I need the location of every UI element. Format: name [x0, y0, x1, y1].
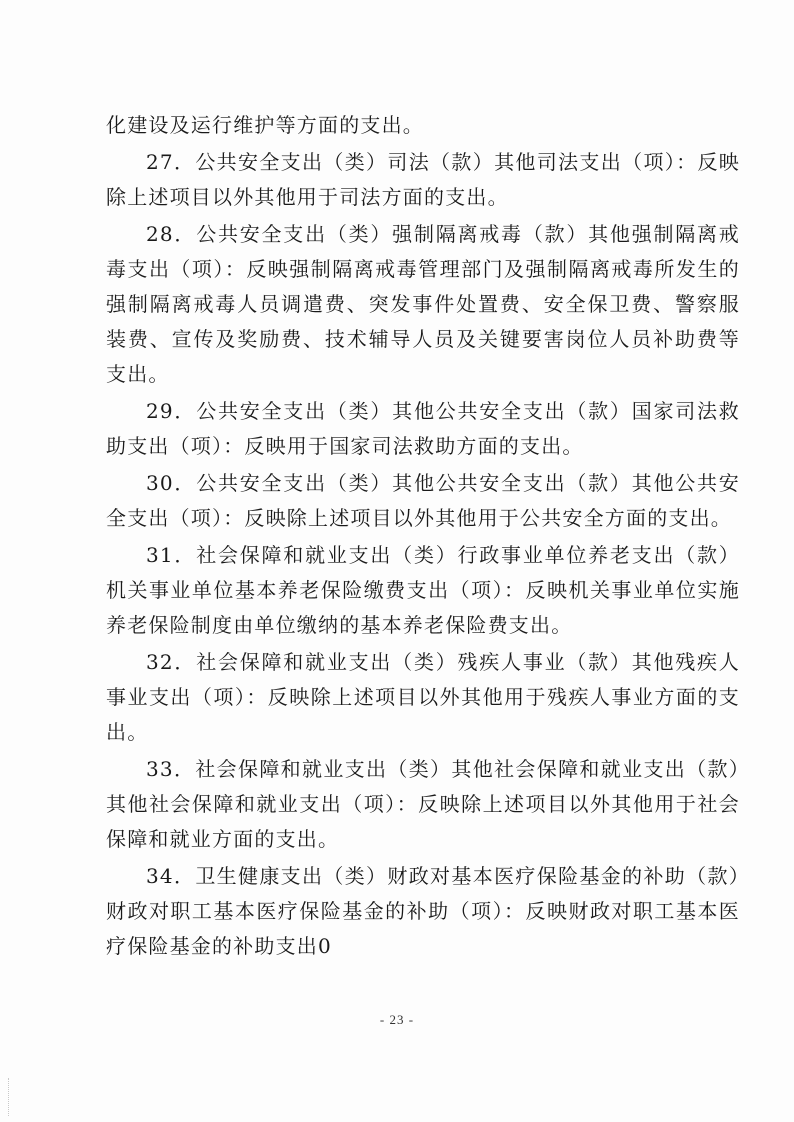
paragraph-item-31: 31．社会保障和就业支出（类）行政事业单位养老支出（款）机关事业单位基本养老保险缴费支出（项）：反映机关事业单位实施养老保险制度由单位缴纳的基本养老保险费支出。	[106, 543, 740, 637]
document-body	[106, 108, 740, 964]
paragraph-item-29: 29．公共安全支出（类）其他公共安全支出（款）国家司法救助支出（项）：反映用于国家司法救助方面的支出。	[106, 399, 740, 458]
paragraph-continuation: 化建设及运行维护等方面的支出。	[106, 113, 424, 137]
paragraph-item-34: 34．卫生健康支出（类）财政对基本医疗保险基金的补助（款）财政对职工基本医疗保险基金的补助（项）：反映财政对职工基本医疗保险基金的补助支出0	[106, 864, 740, 958]
paragraph-item-32: 32．社会保障和就业支出（类）残疾人事业（款）其他残疾人事业支出（项）：反映除上述项目以外其他用于残疾人事业方面的支出。	[106, 650, 740, 744]
paragraph-item-28: 28．公共安全支出（类）强制隔离戒毒（款）其他强制隔离戒毒支出（项）：反映强制隔离戒毒管理部门及强制隔离戒毒所发生的强制隔离戒毒人员调遣费、突发事件处置费、安全保卫费、警察服装费、宣传及奖励费、技术辅导人员及关键要害岗位人员补助费等支出。	[106, 222, 740, 386]
scan-edge-mark	[8, 1078, 10, 1116]
paragraph-item-33: 33．社会保障和就业支出（类）其他社会保障和就业支出（款）其他社会保障和就业支出（项）：反映除上述项目以外其他用于社会保障和就业方面的支出。	[106, 757, 740, 851]
paragraph-item-30: 30．公共安全支出（类）其他公共安全支出（款）其他公共安全支出（项）：反映除上述项目以外其他用于公共安全方面的支出。	[106, 471, 740, 530]
page-number: - 23 -	[379, 1012, 415, 1027]
paragraph-item-27: 27．公共安全支出（类）司法（款）其他司法支出（项）：反映除上述项目以外其他用于司法方面的支出。	[106, 150, 740, 209]
